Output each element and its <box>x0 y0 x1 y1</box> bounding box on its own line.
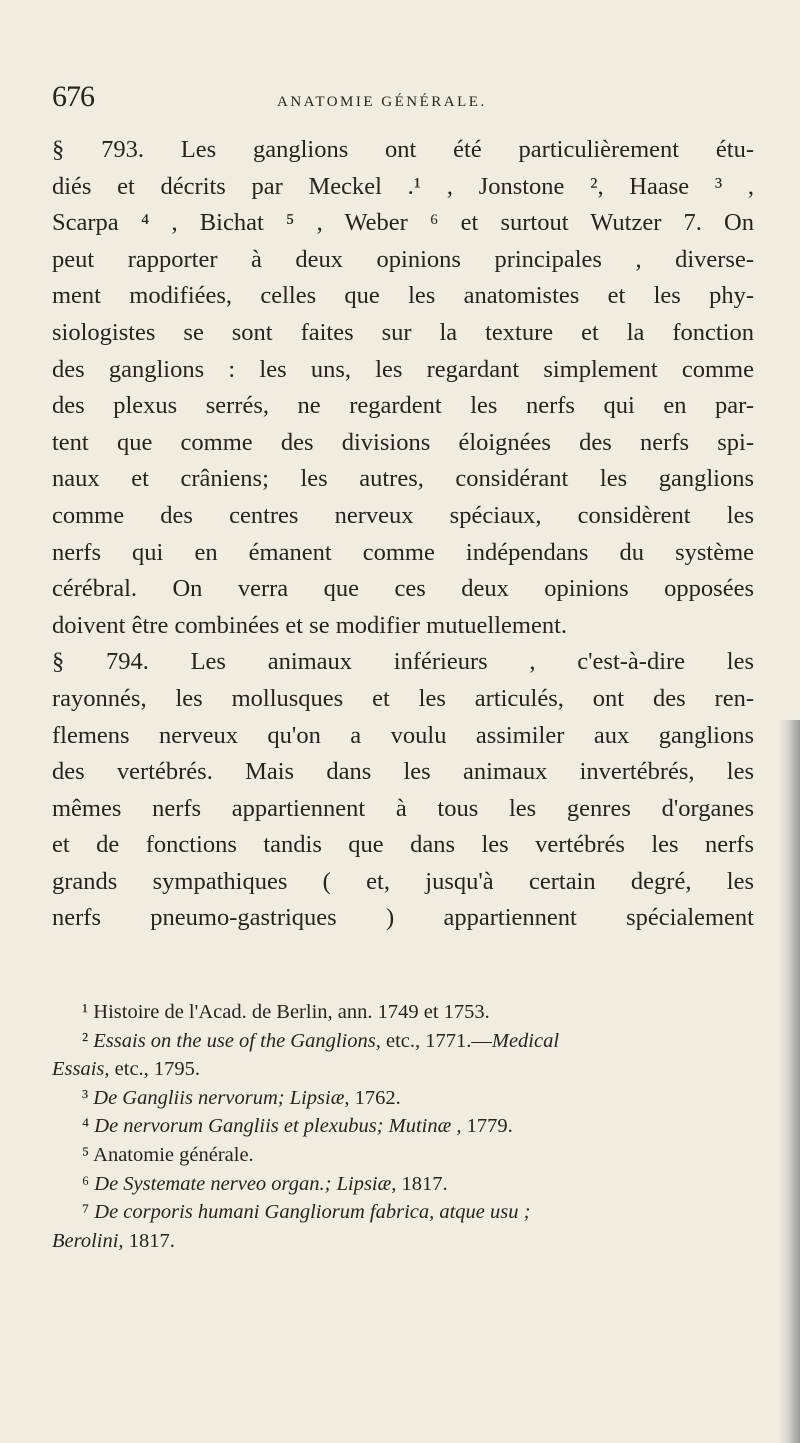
text-line: nerfs pneumo-gastriques ) appartiennent spécialement <box>52 904 754 932</box>
footnote <box>52 1198 754 1227</box>
text-line: des ganglions : les uns, les regardant simplement comme <box>52 355 754 383</box>
footnote-mark: ³ <box>82 1086 89 1109</box>
footnote-continuation <box>52 1055 754 1084</box>
footnote-text: Histoire de l'Acad. de Berlin, ann. 1749 et 1753. <box>93 1001 490 1023</box>
footnote-mark: ² <box>82 1029 89 1052</box>
text-line: § 794. Les animaux inférieurs , c'est-à-dire les <box>52 648 754 676</box>
text-line: des plexus serrés, ne regardent les nerfs qui en par- <box>52 392 754 420</box>
text-line: et de fonctions tandis que dans les vertébrés les nerfs <box>52 831 754 859</box>
main-text <box>52 132 754 937</box>
footnote-mark: ¹ <box>82 1001 89 1023</box>
text-line: naux et crâniens; les autres, considérant les ganglions <box>52 465 754 493</box>
footnote-text: etc., 1771.— <box>380 1029 492 1052</box>
footnote-title: Berolini, <box>52 1229 124 1252</box>
text-line: comme des centres nerveux spéciaux, considèrent les <box>52 501 754 529</box>
text-line: peut rapporter à deux opinions principales , diverse- <box>52 245 754 273</box>
text-line: § 793. Les ganglions ont été particulièrement étu- <box>52 136 754 163</box>
footnote-text: 1817. <box>123 1229 175 1252</box>
page-header <box>52 80 752 124</box>
footnote-title: De Systemate nerveo organ.; Lipsiæ, <box>94 1172 397 1195</box>
text-line: rayonnés, les mollusques et les articulés, ont des ren- <box>52 684 754 712</box>
text-line: cérébral. On verra que ces deux opinions opposées <box>52 575 754 603</box>
footnote-mark: ⁵ <box>82 1143 90 1166</box>
text-line: doivent être combinées et se modifier mutuellement. <box>52 611 568 639</box>
page-number: 676 <box>52 80 94 113</box>
footnote-mark: ⁷ <box>82 1201 90 1224</box>
text-line: diés et décrits par Meckel .¹ , Jonstone ², Haase ³ , <box>52 172 754 200</box>
page-edge <box>778 720 800 1443</box>
text-line: des vertébrés. Mais dans les animaux invertébrés, les <box>52 758 754 786</box>
text-line: mêmes nerfs appartiennent à tous les genres d'organes <box>52 794 754 822</box>
footnote-mark: ⁶ <box>82 1172 90 1195</box>
footnotes <box>52 998 754 1255</box>
running-title: ANATOMIE GÉNÉRALE. <box>277 94 487 110</box>
text-line: Scarpa ⁴ , Bichat ⁵ , Weber ⁶ et surtout Wutzer 7. On <box>52 209 754 237</box>
footnote-title: De nervorum Gangliis et plexubus; Mutinæ , <box>94 1115 462 1138</box>
footnote-mark: ⁴ <box>82 1115 90 1138</box>
footnote-continuation <box>52 1227 754 1256</box>
text-line: nerfs qui en émanent comme indépendans du système <box>52 538 754 566</box>
footnote <box>52 1141 754 1170</box>
footnote-text: 1779. <box>461 1115 513 1138</box>
footnote <box>52 1084 754 1113</box>
text-line: tent que comme des divisions éloignées des nerfs spi- <box>52 428 754 456</box>
footnote-title: De corporis humani Gangliorum fabrica, atque usu ; <box>94 1201 531 1224</box>
footnote-title: Medical <box>491 1029 560 1052</box>
footnote-text: Anatomie générale. <box>93 1143 254 1166</box>
footnote-title: De Gangliis nervorum; Lipsiæ, <box>93 1086 350 1109</box>
text-line: siologistes se sont faites sur la texture et la fonction <box>52 318 754 346</box>
footnote-title: Essais on the use of the Ganglions, <box>93 1029 381 1052</box>
footnote-title: Essais, <box>52 1058 110 1081</box>
text-line: grands sympathiques ( et, jusqu'à certain degré, les <box>52 867 754 895</box>
footnote <box>52 1027 754 1056</box>
footnote-text: 1817. <box>396 1172 448 1195</box>
footnote <box>52 1170 754 1199</box>
footnote <box>52 1112 754 1141</box>
text-line: flemens nerveux qu'on a voulu assimiler aux ganglions <box>52 721 754 749</box>
footnote-text: etc., 1795. <box>109 1058 201 1081</box>
footnote <box>52 998 754 1027</box>
text-line: ment modifiées, celles que les anatomistes et les phy- <box>52 282 754 310</box>
footnote-text: 1762. <box>349 1086 401 1109</box>
